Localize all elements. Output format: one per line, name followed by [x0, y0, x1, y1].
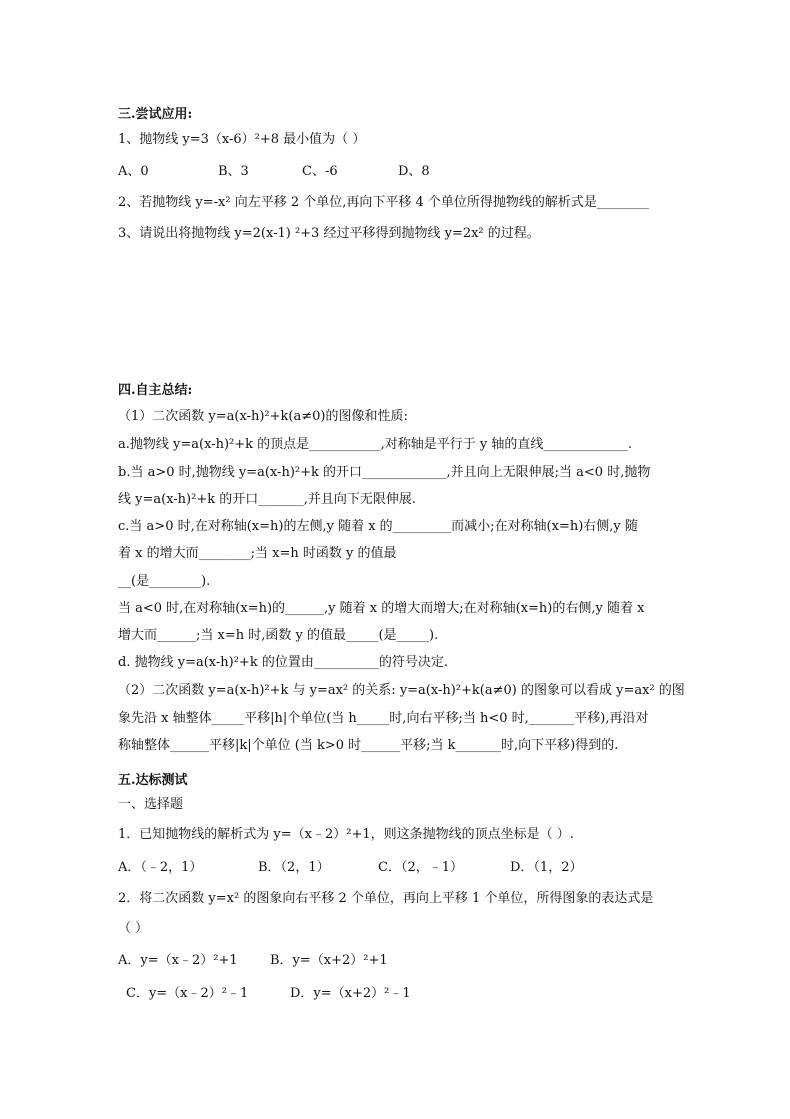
section4-line-1: （1）二次函数 y=a(x-h)²+k(a≠0)的图像和性质:: [118, 409, 408, 424]
section5-heading: 五.达标测试: [118, 773, 188, 788]
section4-line-8: 当 a<0 时,在对称轴(x=h)的______,y 随着 x 的增大而增大;在对称轴(x=h)的右侧,y 随着 x: [118, 601, 645, 616]
section3-question-1: 1、抛物线 y=3（x-6）²+8 最小值为（ ）: [118, 132, 366, 147]
section5-q2-option-c: C．y=（x﹣2）²﹣1: [126, 986, 249, 1001]
section5-question-1: 1．已知抛物线的解析式为 y=（x﹣2）²+1，则这条抛物线的顶点坐标是（ ）.: [118, 827, 574, 842]
section3-q1-option-b: B、3: [218, 164, 249, 179]
section5-q2-paren: （ ）: [118, 921, 149, 936]
section4-line-5: c.当 a>0 时,在对称轴(x=h)的左侧,y 随着 x 的_________而减小;在对称轴(x=h)右侧,y 随: [118, 519, 638, 534]
section4-line-3: b.当 a>0 时,抛物线 y=a(x-h)²+k 的开口_____________,并且向上无限伸展;当 a<0 时,抛物: [118, 465, 651, 480]
section3-q1-option-d: D、8: [398, 164, 430, 179]
section5-q1-option-c: C．（2，﹣1）: [378, 860, 463, 875]
section4-line-6: 着 x 的增大而________;当 x=h 时函数 y 的值最: [118, 546, 397, 561]
section3-question-2: 2、若抛物线 y=-x² 向左平移 2 个单位,再向下平移 4 个单位所得抛物线的解析式是________: [118, 195, 649, 210]
section4-line-13: 称轴整体______平移|k|个单位 (当 k>0 时______平移;当 k_______时,向下平移)得到的.: [118, 738, 619, 753]
section5-q1-option-a: A．（﹣2，1）: [118, 860, 203, 875]
section4-line-4: 线 y=a(x-h)²+k 的开口_______,并且向下无限伸展.: [118, 492, 417, 507]
section4-line-7: __(是________).: [118, 574, 211, 589]
section3-question-3: 3、请说出将抛物线 y=2(x-1) ²+3 经过平移得到抛物线 y=2x² 的过程。: [118, 226, 540, 241]
section4-line-10: d. 抛物线 y=a(x-h)²+k 的位置由__________的符号决定.: [118, 655, 448, 670]
section5-q2-option-a: A．y=（x﹣2）²+1: [118, 953, 238, 968]
section4-line-9: 增大而______;当 x=h 时,函数 y 的值最_____(是_____).: [118, 628, 439, 643]
section3-q1-option-c: C、-6: [302, 164, 338, 179]
section5-question-2: 2．将二次函数 y=x² 的图象向右平移 2 个单位，再向上平移 1 个单位，所得图象的表达式是: [118, 891, 654, 906]
section4-heading: 四.自主总结:: [118, 383, 193, 398]
section5-q1-option-b: B．（2，1）: [258, 860, 330, 875]
section4-line-12: 象先沿 x 轴整体_____平移|h|个单位(当 h_____时,向右平移;当 h<0 时,_______平移),再沿对: [118, 711, 649, 726]
section5-q2-option-d: D．y=（x+2）²﹣1: [290, 986, 411, 1001]
section4-line-2: a.抛物线 y=a(x-h)²+k 的顶点是___________,对称轴是平行于 y 轴的直线_____________.: [118, 437, 633, 452]
section5-q2-option-b: B．y=（x+2）²+1: [270, 953, 388, 968]
section5-q1-option-d: D．（1，2）: [510, 860, 583, 875]
section4-line-11: （2）二次函数 y=a(x-h)²+k 与 y=ax² 的关系: y=a(x-h)²+k(a≠0) 的图象可以看成 y=ax² 的图: [118, 683, 685, 698]
section3-heading: 三.尝试应用:: [118, 107, 193, 122]
section3-q1-option-a: A、0: [118, 164, 149, 179]
section5-subheading: 一、选择题: [118, 797, 184, 812]
